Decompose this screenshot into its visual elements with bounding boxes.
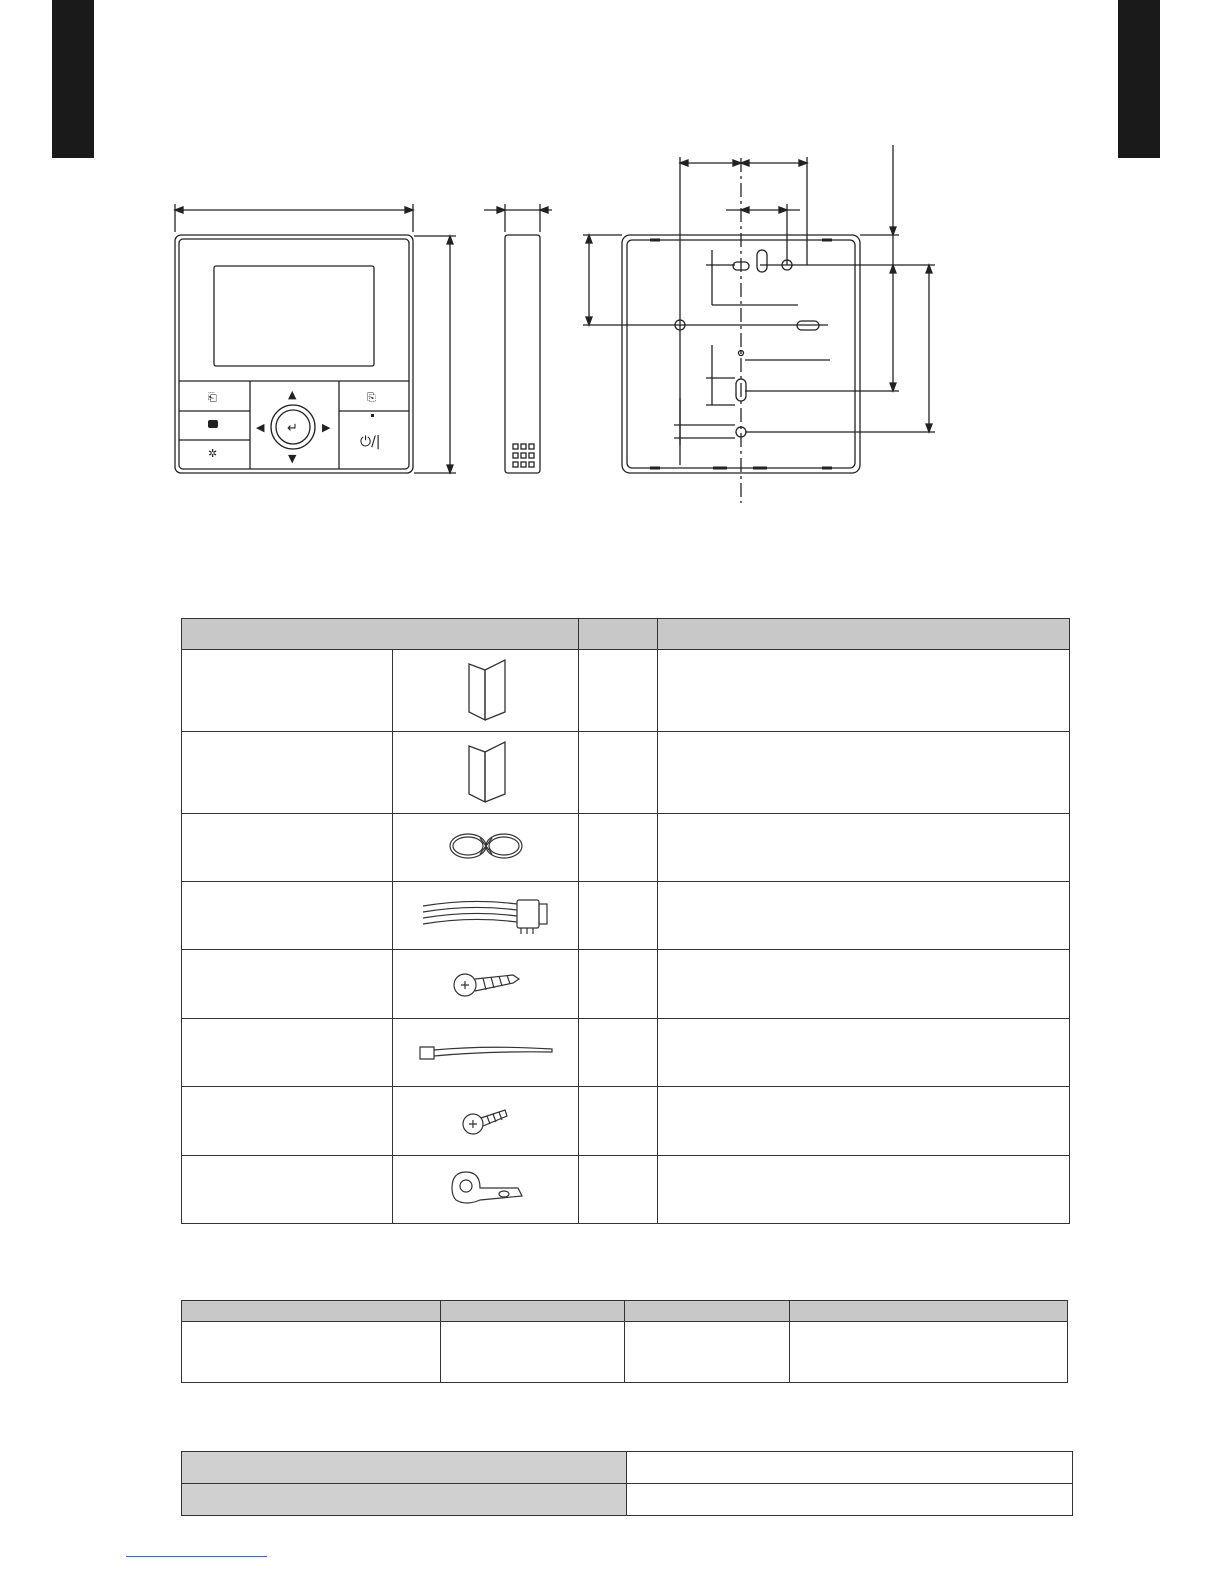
table-cell: [658, 1156, 1070, 1224]
table-cell: [658, 650, 1070, 732]
table-cell: [182, 1484, 627, 1516]
table-cell: [658, 814, 1070, 882]
arrow-right-icon: ▶: [322, 421, 331, 434]
back-view-drawing: [583, 145, 935, 503]
table-cell: [393, 950, 579, 1019]
header-cell: [790, 1301, 1068, 1322]
menu-left-icon: ⎗: [208, 391, 217, 404]
table-cell: [182, 650, 393, 732]
table-cell: [393, 732, 579, 814]
options-table: [181, 1451, 1073, 1516]
table-cell: [658, 732, 1070, 814]
table-cell: [182, 732, 393, 814]
table-cell: [393, 814, 579, 882]
front-view-drawing: [175, 204, 456, 473]
table-cell: [182, 1322, 441, 1383]
table-cell: [579, 1156, 658, 1224]
led-indicator: [371, 414, 374, 417]
table-row: [182, 732, 1070, 814]
table-cell: [182, 1019, 393, 1087]
power-icon: ⏻/|: [360, 434, 381, 450]
table-cell: [182, 1452, 627, 1484]
header-cell: [625, 1301, 790, 1322]
table-cell: [658, 1087, 1070, 1156]
header-cell: [441, 1301, 625, 1322]
side-view-drawing: [484, 204, 552, 473]
table-row: [182, 814, 1070, 882]
table-row: [182, 1322, 1068, 1383]
arrow-up-icon: ▲: [288, 388, 297, 401]
cable-tie-icon: [416, 1039, 556, 1063]
table-row: [182, 1484, 1073, 1516]
table-row: [182, 1452, 1073, 1484]
accessories-table: [181, 618, 1070, 1224]
table-cell: [579, 650, 658, 732]
header-cell-name: [182, 619, 579, 650]
table-cell: [393, 882, 579, 950]
wire-harness-icon: [421, 892, 551, 936]
table-cell: [182, 1156, 393, 1224]
cord-clamp-icon: [446, 1166, 526, 1210]
table-cell: [393, 1087, 579, 1156]
table-cell: [579, 882, 658, 950]
table-cell: [627, 1452, 1073, 1484]
table-row: [182, 1019, 1070, 1087]
stop-icon: [208, 420, 218, 428]
table-cell: [625, 1322, 790, 1383]
arrow-left-icon: ◀: [256, 421, 265, 434]
cable-coil-icon: [446, 828, 526, 864]
table-row: [182, 1087, 1070, 1156]
specification-table: [181, 1300, 1068, 1383]
table-row: [182, 650, 1070, 732]
table-cell: [182, 950, 393, 1019]
table-cell: [182, 882, 393, 950]
menu-right-icon: ⎘: [367, 391, 376, 404]
side-vent-grid: [513, 444, 534, 467]
table-cell: [393, 1019, 579, 1087]
sun-icon: ✲: [208, 447, 218, 460]
table-header-row: [182, 1301, 1068, 1322]
table-cell: [579, 814, 658, 882]
booklet-icon: [461, 654, 511, 724]
table-cell: [658, 882, 1070, 950]
booklet-icon: [461, 736, 511, 806]
table-cell: [579, 1087, 658, 1156]
table-cell: [393, 1156, 579, 1224]
table-row: [182, 950, 1070, 1019]
header-cell-quantity: [579, 619, 658, 650]
table-cell: [441, 1322, 625, 1383]
table-cell: [579, 732, 658, 814]
machine-screw-icon: [461, 1102, 511, 1138]
table-cell: [627, 1484, 1073, 1516]
wood-screw-icon: [451, 965, 521, 1001]
enter-icon: ↵: [287, 421, 298, 436]
header-cell-application: [658, 619, 1070, 650]
table-cell: [579, 950, 658, 1019]
table-header-row: [182, 619, 1070, 650]
table-cell: [658, 950, 1070, 1019]
table-cell: [790, 1322, 1068, 1383]
arrow-down-icon: ▼: [288, 452, 297, 465]
table-cell: [658, 1019, 1070, 1087]
table-cell: [182, 814, 393, 882]
table-cell: [182, 1087, 393, 1156]
header-cell: [182, 1301, 441, 1322]
table-cell: [393, 650, 579, 732]
table-cell: [579, 1019, 658, 1087]
table-row: [182, 1156, 1070, 1224]
table-row: [182, 882, 1070, 950]
footer-link-underline[interactable]: [126, 1556, 267, 1557]
dimension-drawings: [0, 0, 1224, 520]
